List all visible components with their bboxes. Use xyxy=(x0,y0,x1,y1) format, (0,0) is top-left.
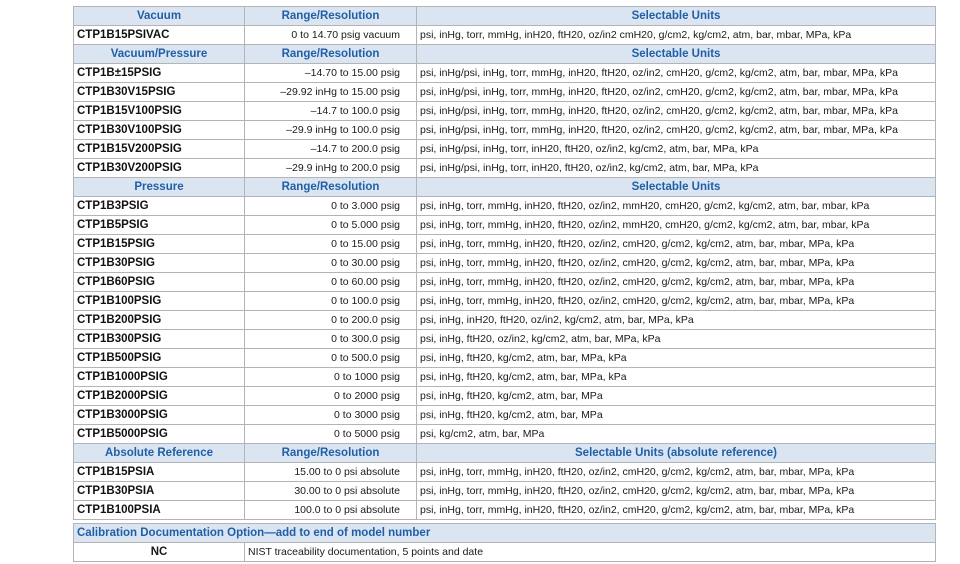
range-resolution: 0 to 200.0 psig xyxy=(245,311,417,330)
table-row xyxy=(74,26,936,45)
selectable-units: psi, inHg, torr, mmHg, inH20, ftH20, oz/in2, cmH20, g/cm2, kg/cm2, atm, bar, mbar, MPa, kPa xyxy=(417,482,936,501)
table-row xyxy=(74,140,936,159)
range-resolution: 0 to 100.0 psig xyxy=(245,292,417,311)
table-row xyxy=(74,387,936,406)
selectable-units: psi, inHg, torr, mmHg, inH20, ftH20, oz/in2, mmH20, cmH20, g/cm2, kg/cm2, atm, bar, mbar, kPa xyxy=(417,197,936,216)
model-number: CTP1B500PSIG xyxy=(74,349,245,368)
selectable-units: psi, inHg/psi, inHg, torr, inH20, ftH20, oz/in2, kg/cm2, atm, bar, MPa, kPa xyxy=(417,159,936,178)
range-resolution: 0 to 500.0 psig xyxy=(245,349,417,368)
selectable-units: psi, inHg, torr, mmHg, inH20, ftH20, oz/in2, mmH20, cmH20, g/cm2, kg/cm2, atm, bar, mbar, kPa xyxy=(417,216,936,235)
range-resolution: –14.7 to 100.0 psig xyxy=(245,102,417,121)
range-column-header: Range/Resolution xyxy=(245,444,417,463)
section-title: Absolute Reference xyxy=(74,444,245,463)
model-number: CTP1B30V15PSIG xyxy=(74,83,245,102)
selectable-units: psi, inHg/psi, inHg, torr, mmHg, inH20, ftH20, oz/in2, cmH20, g/cm2, kg/cm2, atm, bar, mbar, MPa, kPa xyxy=(417,121,936,140)
range-resolution: 0 to 30.00 psig xyxy=(245,254,417,273)
range-resolution: 0 to 14.70 psig vacuum xyxy=(245,26,417,45)
model-number: CTP1B200PSIG xyxy=(74,311,245,330)
calibration-header-row xyxy=(74,524,936,543)
section-title: Pressure xyxy=(74,178,245,197)
model-number: CTP1B±15PSIG xyxy=(74,64,245,83)
range-resolution: 0 to 5000 psig xyxy=(245,425,417,444)
units-column-header: Selectable Units xyxy=(417,178,936,197)
selectable-units: psi, inHg, torr, mmHg, inH20, ftH20, oz/in2 cmH20, g/cm2, kg/cm2, atm, bar, mbar, MPa, kPa xyxy=(417,26,936,45)
model-number: CTP1B30PSIA xyxy=(74,482,245,501)
calibration-code: NC xyxy=(74,543,245,562)
range-resolution: 0 to 3.000 psig xyxy=(245,197,417,216)
model-number: CTP1B100PSIA xyxy=(74,501,245,520)
range-resolution: 0 to 2000 psig xyxy=(245,387,417,406)
table-row xyxy=(74,501,936,520)
selectable-units: psi, inHg, torr, mmHg, inH20, ftH20, oz/in2, cmH20, g/cm2, kg/cm2, atm, bar, mbar, MPa, kPa xyxy=(417,235,936,254)
section-header-row xyxy=(74,45,936,64)
table-row xyxy=(74,216,936,235)
section-header-row xyxy=(74,178,936,197)
table-row xyxy=(74,254,936,273)
range-resolution: 0 to 300.0 psig xyxy=(245,330,417,349)
calibration-title: Calibration Documentation Option—add to end of model number xyxy=(74,524,936,543)
range-resolution: 0 to 3000 psig xyxy=(245,406,417,425)
model-number: CTP1B60PSIG xyxy=(74,273,245,292)
model-number: CTP1B30PSIG xyxy=(74,254,245,273)
table-row xyxy=(74,482,936,501)
table-row xyxy=(74,159,936,178)
range-column-header: Range/Resolution xyxy=(245,178,417,197)
range-resolution: 0 to 5.000 psig xyxy=(245,216,417,235)
selectable-units: psi, inHg, torr, mmHg, inH20, ftH20, oz/in2, cmH20, g/cm2, kg/cm2, atm, bar, mbar, MPa, kPa xyxy=(417,463,936,482)
range-resolution: 0 to 15.00 psig xyxy=(245,235,417,254)
model-number: CTP1B3PSIG xyxy=(74,197,245,216)
table-row xyxy=(74,349,936,368)
selectable-units: psi, inHg/psi, inHg, torr, mmHg, inH20, ftH20, oz/in2, cmH20, g/cm2, kg/cm2, atm, bar, mbar, MPa, kPa xyxy=(417,102,936,121)
table-row xyxy=(74,292,936,311)
selectable-units: psi, inHg, ftH20, kg/cm2, atm, bar, MPa, kPa xyxy=(417,368,936,387)
range-column-header: Range/Resolution xyxy=(245,45,417,64)
range-resolution: 0 to 1000 psig xyxy=(245,368,417,387)
units-column-header: Selectable Units xyxy=(417,45,936,64)
model-number: CTP1B15PSIG xyxy=(74,235,245,254)
selectable-units: psi, inHg, ftH20, kg/cm2, atm, bar, MPa xyxy=(417,387,936,406)
table-row xyxy=(74,102,936,121)
selectable-units: psi, inHg, torr, mmHg, inH20, ftH20, oz/in2, cmH20, g/cm2, kg/cm2, atm, bar, mbar, MPa, kPa xyxy=(417,292,936,311)
table-row xyxy=(74,406,936,425)
range-resolution: –29.92 inHg to 15.00 psig xyxy=(245,83,417,102)
calibration-option-row xyxy=(74,543,936,562)
model-number: CTP1B30V100PSIG xyxy=(74,121,245,140)
model-number: CTP1B3000PSIG xyxy=(74,406,245,425)
section-title: Vacuum/Pressure xyxy=(74,45,245,64)
selectable-units: psi, inHg, torr, mmHg, inH20, ftH20, oz/in2, cmH20, g/cm2, kg/cm2, atm, bar, mbar, MPa, kPa xyxy=(417,501,936,520)
units-column-header: Selectable Units xyxy=(417,7,936,26)
model-number: CTP1B5000PSIG xyxy=(74,425,245,444)
table-row xyxy=(74,64,936,83)
range-resolution: 15.00 to 0 psi absolute xyxy=(245,463,417,482)
model-number: CTP1B15V100PSIG xyxy=(74,102,245,121)
model-number: CTP1B15V200PSIG xyxy=(74,140,245,159)
table-row xyxy=(74,311,936,330)
selectable-units: psi, inHg, inH20, ftH20, oz/in2, kg/cm2, atm, bar, MPa, kPa xyxy=(417,311,936,330)
table-row xyxy=(74,273,936,292)
section-header-row xyxy=(74,7,936,26)
range-resolution: –29.9 inHg to 100.0 psig xyxy=(245,121,417,140)
model-number: CTP1B30V200PSIG xyxy=(74,159,245,178)
range-resolution: 100.0 to 0 psi absolute xyxy=(245,501,417,520)
model-number: CTP1B15PSIVAC xyxy=(74,26,245,45)
selectable-units: psi, kg/cm2, atm, bar, MPa xyxy=(417,425,936,444)
range-resolution: –14.7 to 200.0 psig xyxy=(245,140,417,159)
selectable-units: psi, inHg/psi, inHg, torr, mmHg, inH20, ftH20, oz/in2, cmH20, g/cm2, kg/cm2, atm, bar, mbar, MPa, kPa xyxy=(417,83,936,102)
range-resolution: –14.70 to 15.00 psig xyxy=(245,64,417,83)
model-number: CTP1B15PSIA xyxy=(74,463,245,482)
selectable-units: psi, inHg, ftH20, kg/cm2, atm, bar, MPa xyxy=(417,406,936,425)
selectable-units: psi, inHg, torr, mmHg, inH20, ftH20, oz/in2, cmH20, g/cm2, kg/cm2, atm, bar, mbar, MPa, kPa xyxy=(417,254,936,273)
range-column-header: Range/Resolution xyxy=(245,7,417,26)
model-number: CTP1B2000PSIG xyxy=(74,387,245,406)
units-column-header: Selectable Units (absolute reference) xyxy=(417,444,936,463)
table-row xyxy=(74,83,936,102)
model-number: CTP1B100PSIG xyxy=(74,292,245,311)
range-resolution: 30.00 to 0 psi absolute xyxy=(245,482,417,501)
range-resolution: 0 to 60.00 psig xyxy=(245,273,417,292)
model-number: CTP1B1000PSIG xyxy=(74,368,245,387)
model-number: CTP1B5PSIG xyxy=(74,216,245,235)
selectable-units: psi, inHg, torr, mmHg, inH20, ftH20, oz/in2, cmH20, g/cm2, kg/cm2, atm, bar, mbar, MPa, kPa xyxy=(417,273,936,292)
section-header-row xyxy=(74,444,936,463)
table-row xyxy=(74,425,936,444)
selectable-units: psi, inHg, ftH20, oz/in2, kg/cm2, atm, bar, MPa, kPa xyxy=(417,330,936,349)
range-resolution: –29.9 inHg to 200.0 psig xyxy=(245,159,417,178)
selectable-units: psi, inHg, ftH20, kg/cm2, atm, bar, MPa, kPa xyxy=(417,349,936,368)
selectable-units: psi, inHg/psi, inHg, torr, inH20, ftH20, oz/in2, kg/cm2, atm, bar, MPa, kPa xyxy=(417,140,936,159)
section-title: Vacuum xyxy=(74,7,245,26)
table-row xyxy=(74,235,936,254)
table-row xyxy=(74,197,936,216)
selectable-units: psi, inHg/psi, inHg, torr, mmHg, inH20, ftH20, oz/in2, cmH20, g/cm2, kg/cm2, atm, bar, mbar, MPa, kPa xyxy=(417,64,936,83)
table-row xyxy=(74,368,936,387)
calibration-description: NIST traceability documentation, 5 points and date xyxy=(245,543,936,562)
table-row xyxy=(74,121,936,140)
table-row xyxy=(74,463,936,482)
model-spec-table xyxy=(73,6,936,520)
model-spec-body xyxy=(74,7,936,520)
model-number: CTP1B300PSIG xyxy=(74,330,245,349)
table-row xyxy=(74,330,936,349)
calibration-option-table xyxy=(73,523,936,562)
